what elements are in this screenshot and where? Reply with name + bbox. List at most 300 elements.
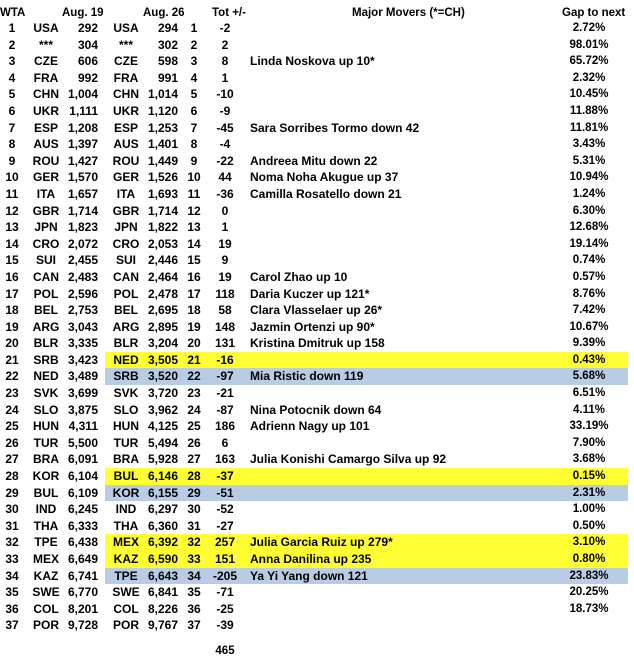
points-aug26: 1,822	[147, 220, 178, 235]
major-mover: Clara Vlasselaer up 26*	[250, 303, 383, 318]
points-aug19: 6,741	[67, 568, 98, 583]
country-aug26: FRA	[113, 70, 139, 85]
gap-to-next: 18.73%	[569, 602, 609, 615]
rank-cell: 24	[5, 402, 19, 417]
table-row	[0, 203, 634, 220]
gap-to-next: 11.81%	[569, 121, 609, 134]
points-aug19: 5,500	[67, 435, 98, 450]
total-diff: 151	[214, 552, 236, 566]
country-aug26: CRO	[112, 236, 140, 251]
table-row	[0, 252, 634, 269]
total-diff: 19	[218, 236, 232, 251]
country-aug26: SLO	[113, 402, 139, 417]
rank-cell: 12	[5, 203, 19, 218]
points-aug26: 4,125	[147, 419, 178, 434]
points-aug26: 1,401	[147, 137, 178, 152]
rank-aug26: 13	[187, 220, 201, 235]
country-aug26: THA	[113, 518, 139, 533]
gap-to-next: 0.43%	[572, 353, 606, 366]
country-aug19: IND	[35, 502, 57, 517]
table-row	[0, 120, 634, 137]
total-diff: 1	[221, 220, 229, 235]
points-aug19: 6,649	[67, 552, 98, 566]
country-aug19: BEL	[34, 303, 58, 318]
gap-to-next: 2.31%	[572, 486, 606, 499]
rank-cell: 37	[5, 618, 19, 633]
gap-to-next: 12.68%	[569, 221, 609, 234]
points-aug19: 2,483	[67, 269, 98, 284]
country-aug19: SUI	[35, 253, 56, 268]
country-aug19: NED	[33, 369, 59, 384]
rank-cell: 15	[5, 253, 19, 268]
points-aug26: 1,014	[147, 87, 178, 102]
rank-cell: 22	[5, 369, 19, 384]
country-aug19: SRB	[33, 352, 59, 367]
rank-aug26: 25	[187, 419, 201, 434]
table-row	[0, 402, 634, 419]
rank-aug26: 11	[187, 186, 201, 201]
country-aug19: BRA	[33, 452, 59, 467]
header-gap-to-next: Gap to next	[562, 7, 626, 19]
points-aug19: 6,438	[67, 535, 98, 550]
points-aug19: 1,004	[67, 87, 98, 102]
country-aug26: MEX	[112, 535, 139, 550]
table-row	[0, 269, 634, 286]
table-row	[0, 352, 634, 369]
points-aug19: 3,699	[67, 386, 98, 401]
country-aug19: ARG	[32, 319, 60, 334]
rank-cell: 1	[8, 21, 16, 35]
table-row	[0, 153, 634, 170]
gap-to-next: 0.50%	[572, 519, 606, 532]
points-aug19: 6,091	[67, 452, 98, 467]
country-aug26: KAZ	[113, 552, 139, 566]
gap-to-next: 6.51%	[572, 387, 606, 400]
rank-aug26: 2	[190, 37, 198, 52]
major-mover: Camilla Rosatello down 21	[250, 186, 402, 201]
total-diff: 44	[218, 170, 232, 185]
country-aug19: ESP	[33, 120, 58, 135]
table-row	[0, 70, 634, 87]
points-aug26: 6,146	[147, 469, 178, 484]
points-aug19: 3,875	[67, 402, 98, 417]
table-row	[0, 451, 634, 468]
rank-cell: 21	[5, 352, 19, 367]
rank-aug26: 5	[190, 87, 198, 102]
header-rank: WTA	[0, 7, 26, 19]
country-aug26: BRA	[113, 452, 139, 467]
rank-cell: 26	[5, 435, 19, 450]
country-aug19: KOR	[32, 469, 60, 484]
points-aug26: 1,253	[147, 120, 178, 135]
country-aug26: SWE	[112, 585, 140, 600]
rank-aug26: 19	[187, 319, 201, 334]
points-aug19: 1,427	[67, 153, 98, 168]
rank-cell: 36	[5, 601, 19, 616]
table-row	[0, 435, 634, 452]
gap-to-next: 10.94%	[569, 171, 609, 184]
total-diff: -9	[219, 103, 231, 118]
points-aug19: 6,333	[67, 518, 98, 533]
total-diff: 163	[214, 452, 236, 467]
points-aug19: 2,753	[67, 303, 98, 318]
table-row	[0, 136, 634, 153]
rank-aug26: 16	[187, 269, 201, 284]
gap-to-next: 0.15%	[572, 470, 606, 483]
country-aug26: SRB	[113, 369, 139, 384]
total-diff: -205	[212, 568, 238, 583]
gap-to-next: 3.10%	[572, 536, 606, 549]
total-diff: 118	[215, 286, 235, 301]
rank-aug26: 20	[187, 336, 201, 351]
table-row	[0, 534, 634, 551]
total-diff: -97	[216, 369, 234, 384]
major-mover: Adrienn Nagy up 101	[250, 419, 370, 434]
rank-aug26: 34	[187, 568, 201, 583]
table-row	[0, 20, 634, 37]
points-aug19: 1,397	[67, 137, 98, 152]
country-aug19: JPN	[34, 220, 58, 235]
gap-to-next: 0.74%	[572, 254, 606, 267]
rank-cell: 4	[8, 70, 16, 85]
rank-cell: 32	[5, 535, 19, 550]
gap-to-next: 23.83%	[569, 569, 609, 582]
rank-aug26: 18	[187, 303, 201, 318]
table-row	[0, 501, 634, 518]
country-aug26: HUN	[113, 419, 139, 434]
major-mover: Jazmin Ortenzi up 90*	[250, 319, 375, 334]
major-mover: Sara Sorribes Tormo down 42	[250, 120, 420, 135]
gap-to-next: 1.00%	[572, 503, 606, 516]
points-aug19: 1,823	[67, 220, 98, 235]
gap-to-next: 7.42%	[572, 304, 606, 317]
table-row	[0, 103, 634, 120]
points-aug26: 6,155	[147, 485, 178, 500]
gap-to-next: 98.01%	[569, 38, 609, 51]
country-aug19: CAN	[33, 269, 59, 284]
country-aug26: BEL	[114, 303, 138, 318]
points-aug19: 1,570	[67, 170, 98, 185]
country-aug19: UKR	[33, 103, 59, 118]
rank-cell: 19	[5, 319, 19, 334]
total-diff: -10	[216, 87, 234, 102]
points-aug19: 3,335	[67, 336, 98, 351]
gap-to-next: 3.43%	[572, 138, 606, 151]
points-aug26: 2,464	[147, 269, 178, 284]
rank-aug26: 33	[187, 552, 201, 566]
country-aug26: ITA	[116, 186, 136, 201]
total-diff: 1	[221, 70, 229, 85]
points-aug19: 304	[77, 37, 98, 52]
rank-aug26: 22	[187, 369, 201, 384]
total-diff: 148	[214, 319, 236, 334]
points-aug26: 1,449	[147, 153, 178, 168]
country-aug19: POL	[33, 286, 59, 301]
table-row	[0, 568, 634, 585]
points-aug26: 2,053	[147, 236, 178, 251]
points-aug19: 2,455	[67, 253, 98, 268]
points-aug19: 6,770	[67, 585, 98, 600]
table-row	[0, 169, 634, 186]
country-aug26: SUI	[115, 253, 136, 268]
gap-to-next: 0.57%	[572, 270, 606, 283]
rank-aug26: 35	[187, 585, 201, 600]
points-aug19: 606	[77, 54, 98, 69]
country-aug26: USA	[113, 21, 139, 35]
points-aug19: 6,104	[67, 469, 98, 484]
gap-to-next: 19.14%	[569, 237, 609, 250]
country-aug19: BLR	[33, 336, 59, 351]
major-mover: Julia Konishi Camargo Silva up 92	[250, 452, 447, 467]
rank-aug26: 15	[187, 253, 201, 268]
points-aug19: 4,311	[68, 419, 98, 434]
country-aug26: CZE	[114, 54, 138, 69]
points-aug26: 598	[157, 54, 178, 69]
country-aug19: ***	[38, 37, 53, 52]
total-diff: 0	[221, 203, 229, 218]
points-aug26: 1,714	[147, 203, 178, 218]
points-aug26: 3,204	[147, 336, 178, 351]
country-aug19: THA	[33, 518, 59, 533]
gap-to-next: 4.11%	[573, 403, 605, 416]
rank-aug26: 7	[190, 120, 198, 135]
total-diff: 58	[218, 303, 232, 318]
country-aug26: NED	[113, 352, 139, 367]
points-aug19: 3,043	[67, 319, 98, 334]
table-row	[0, 37, 634, 54]
country-aug26: UKR	[113, 103, 139, 118]
points-aug26: 6,392	[147, 535, 178, 550]
country-aug19: AUS	[33, 137, 59, 152]
points-aug19: 3,489	[67, 369, 98, 384]
gap-to-next: 2.72%	[572, 22, 606, 34]
table-row	[0, 86, 634, 103]
table-row	[0, 286, 634, 303]
country-aug19: BUL	[33, 485, 59, 500]
rank-aug26: 21	[187, 352, 201, 367]
gap-to-next: 7.90%	[572, 436, 606, 449]
points-aug26: 1,120	[147, 103, 178, 118]
total-diff-sum: 465	[215, 645, 235, 657]
gap-to-next: 65.72%	[569, 55, 609, 68]
rank-cell: 9	[8, 153, 16, 168]
major-mover: Anna Danilina up 235	[250, 552, 372, 566]
major-mover: Julia Garcia Ruiz up 279*	[250, 535, 393, 550]
table-row	[0, 518, 634, 535]
rank-cell: 3	[8, 54, 16, 69]
points-aug19: 3,423	[67, 352, 98, 367]
major-mover: Carol Zhao up 10	[250, 269, 348, 284]
rank-cell: 29	[5, 485, 19, 500]
points-aug19: 992	[77, 70, 98, 85]
header-date-2: Aug. 26	[143, 7, 185, 19]
total-diff: -25	[216, 601, 234, 616]
country-aug19: USA	[33, 21, 59, 35]
rank-aug26: 17	[187, 286, 201, 301]
points-aug26: 6,590	[147, 552, 178, 566]
country-aug26: SVK	[113, 386, 139, 401]
total-diff: 131	[214, 336, 236, 351]
points-aug26: 2,478	[147, 286, 178, 301]
major-mover: Andreea Mitu down 22	[250, 153, 378, 168]
rank-cell: 6	[8, 103, 16, 118]
table-row	[0, 418, 634, 435]
table-row	[0, 551, 634, 568]
rank-cell: 16	[5, 269, 19, 284]
gap-to-next: 2.32%	[572, 71, 606, 84]
country-aug26: POL	[113, 286, 139, 301]
country-aug19: CRO	[32, 236, 60, 251]
points-aug26: 3,720	[147, 386, 178, 401]
rank-cell: 33	[5, 552, 19, 566]
rank-aug26: 6	[190, 103, 198, 118]
points-aug26: 302	[157, 37, 178, 52]
points-aug26: 8,226	[147, 601, 178, 616]
total-diff: -37	[216, 469, 234, 484]
country-aug19: TUR	[33, 435, 59, 450]
total-diff: 257	[214, 535, 236, 550]
country-aug19: GER	[32, 170, 59, 185]
points-aug26: 6,297	[147, 502, 178, 517]
rank-cell: 11	[5, 186, 19, 201]
rank-cell: 34	[5, 568, 19, 583]
country-aug19: POR	[32, 618, 59, 633]
country-aug19: SVK	[33, 386, 59, 401]
points-aug26: 6,841	[147, 585, 178, 600]
points-aug26: 294	[157, 21, 178, 35]
points-aug26: 1,526	[147, 170, 178, 185]
rank-cell: 2	[8, 37, 16, 52]
points-aug26: 6,360	[147, 518, 178, 533]
total-diff: 6	[221, 435, 229, 450]
rank-aug26: 37	[187, 618, 201, 633]
points-aug26: 3,962	[147, 402, 178, 417]
rank-aug26: 36	[187, 601, 201, 616]
rank-cell: 10	[5, 170, 19, 185]
rank-cell: 30	[5, 502, 19, 517]
total-diff: -51	[216, 485, 234, 500]
rank-cell: 13	[5, 220, 19, 235]
gap-to-next: 8.76%	[572, 287, 606, 300]
country-aug19: MEX	[32, 552, 59, 566]
total-diff: 8	[221, 54, 229, 69]
points-aug26: 3,505	[147, 352, 178, 367]
table-row	[0, 601, 634, 618]
country-aug26: POR	[112, 618, 139, 633]
country-aug26: IND	[115, 502, 137, 517]
rank-cell: 7	[8, 120, 16, 135]
gap-to-next: 1.24%	[572, 187, 606, 200]
major-mover: Mia Ristic down 119	[250, 369, 364, 384]
country-aug19: KAZ	[33, 568, 59, 583]
header-total-diff: Tot +/-	[212, 7, 246, 19]
rank-aug26: 3	[190, 54, 198, 69]
points-aug26: 6,643	[147, 568, 178, 583]
points-aug26: 5,494	[147, 435, 178, 450]
points-aug19: 6,245	[67, 502, 98, 517]
total-diff: -71	[216, 585, 234, 600]
total-diff: -87	[216, 402, 234, 417]
points-aug26: 991	[157, 70, 178, 85]
rank-cell: 17	[5, 286, 19, 301]
country-aug26: TUR	[113, 435, 139, 450]
gap-to-next: 9.39%	[572, 337, 606, 350]
country-aug19: GBR	[32, 203, 60, 218]
rank-cell: 20	[5, 336, 19, 351]
country-aug26: GBR	[112, 203, 140, 218]
rank-aug26: 28	[187, 469, 201, 484]
country-aug19: CZE	[34, 54, 58, 69]
rank-cell: 8	[8, 137, 16, 152]
rank-cell: 35	[5, 585, 19, 600]
total-diff: 9	[221, 253, 229, 268]
points-aug19: 2,596	[67, 286, 98, 301]
table-row	[0, 186, 634, 203]
points-aug26: 5,928	[147, 452, 178, 467]
table-row	[0, 368, 634, 385]
gap-to-next: 6.30%	[572, 204, 606, 217]
rank-aug26: 29	[187, 485, 201, 500]
total-diff: 186	[214, 419, 236, 434]
country-aug26: TPE	[114, 568, 138, 583]
country-aug19: TPE	[34, 535, 58, 550]
rank-aug26: 14	[187, 236, 201, 251]
rank-aug26: 10	[187, 170, 201, 185]
country-aug19: COL	[33, 601, 59, 616]
points-aug19: 2,072	[67, 236, 98, 251]
rank-aug26: 8	[190, 137, 198, 152]
gap-to-next: 33.19%	[569, 420, 609, 433]
total-diff: -45	[216, 120, 234, 135]
rank-cell: 27	[5, 452, 19, 467]
major-mover: Daria Kuczer up 121*	[250, 286, 370, 301]
rank-aug26: 26	[187, 435, 201, 450]
table-row	[0, 385, 634, 402]
country-aug26: BUL	[113, 469, 139, 484]
gap-to-next: 3.68%	[572, 453, 606, 466]
total-diff: -27	[216, 518, 234, 533]
country-aug26: CHN	[113, 87, 139, 102]
points-aug19: 1,714	[67, 203, 98, 218]
points-aug19: 292	[77, 21, 98, 35]
country-aug26: BLR	[113, 336, 139, 351]
major-mover: Linda Noskova up 10*	[250, 54, 375, 69]
country-aug19: HUN	[33, 419, 59, 434]
points-aug19: 6,109	[67, 485, 98, 500]
total-diff: -4	[219, 137, 231, 152]
rank-aug26: 31	[187, 518, 201, 533]
rank-cell: 25	[5, 419, 19, 434]
gap-to-next: 0.80%	[572, 553, 606, 565]
points-aug26: 2,446	[147, 253, 178, 268]
points-aug19: 8,201	[67, 601, 98, 616]
country-aug26: JPN	[114, 220, 138, 235]
total-diff: 19	[218, 269, 232, 284]
points-aug19: 1,111	[69, 103, 98, 118]
country-aug26: GER	[112, 170, 139, 185]
header-date-1: Aug. 19	[62, 7, 104, 19]
total-diff: -36	[216, 186, 234, 201]
country-aug26: AUS	[113, 137, 139, 152]
points-aug26: 2,895	[147, 319, 178, 334]
points-aug19: 1,657	[67, 186, 98, 201]
table-row	[0, 236, 634, 253]
rank-aug26: 30	[187, 502, 201, 517]
table-row	[0, 485, 634, 502]
country-aug26: CAN	[113, 269, 139, 284]
total-diff: -16	[216, 352, 234, 367]
country-aug19: SWE	[32, 585, 60, 600]
